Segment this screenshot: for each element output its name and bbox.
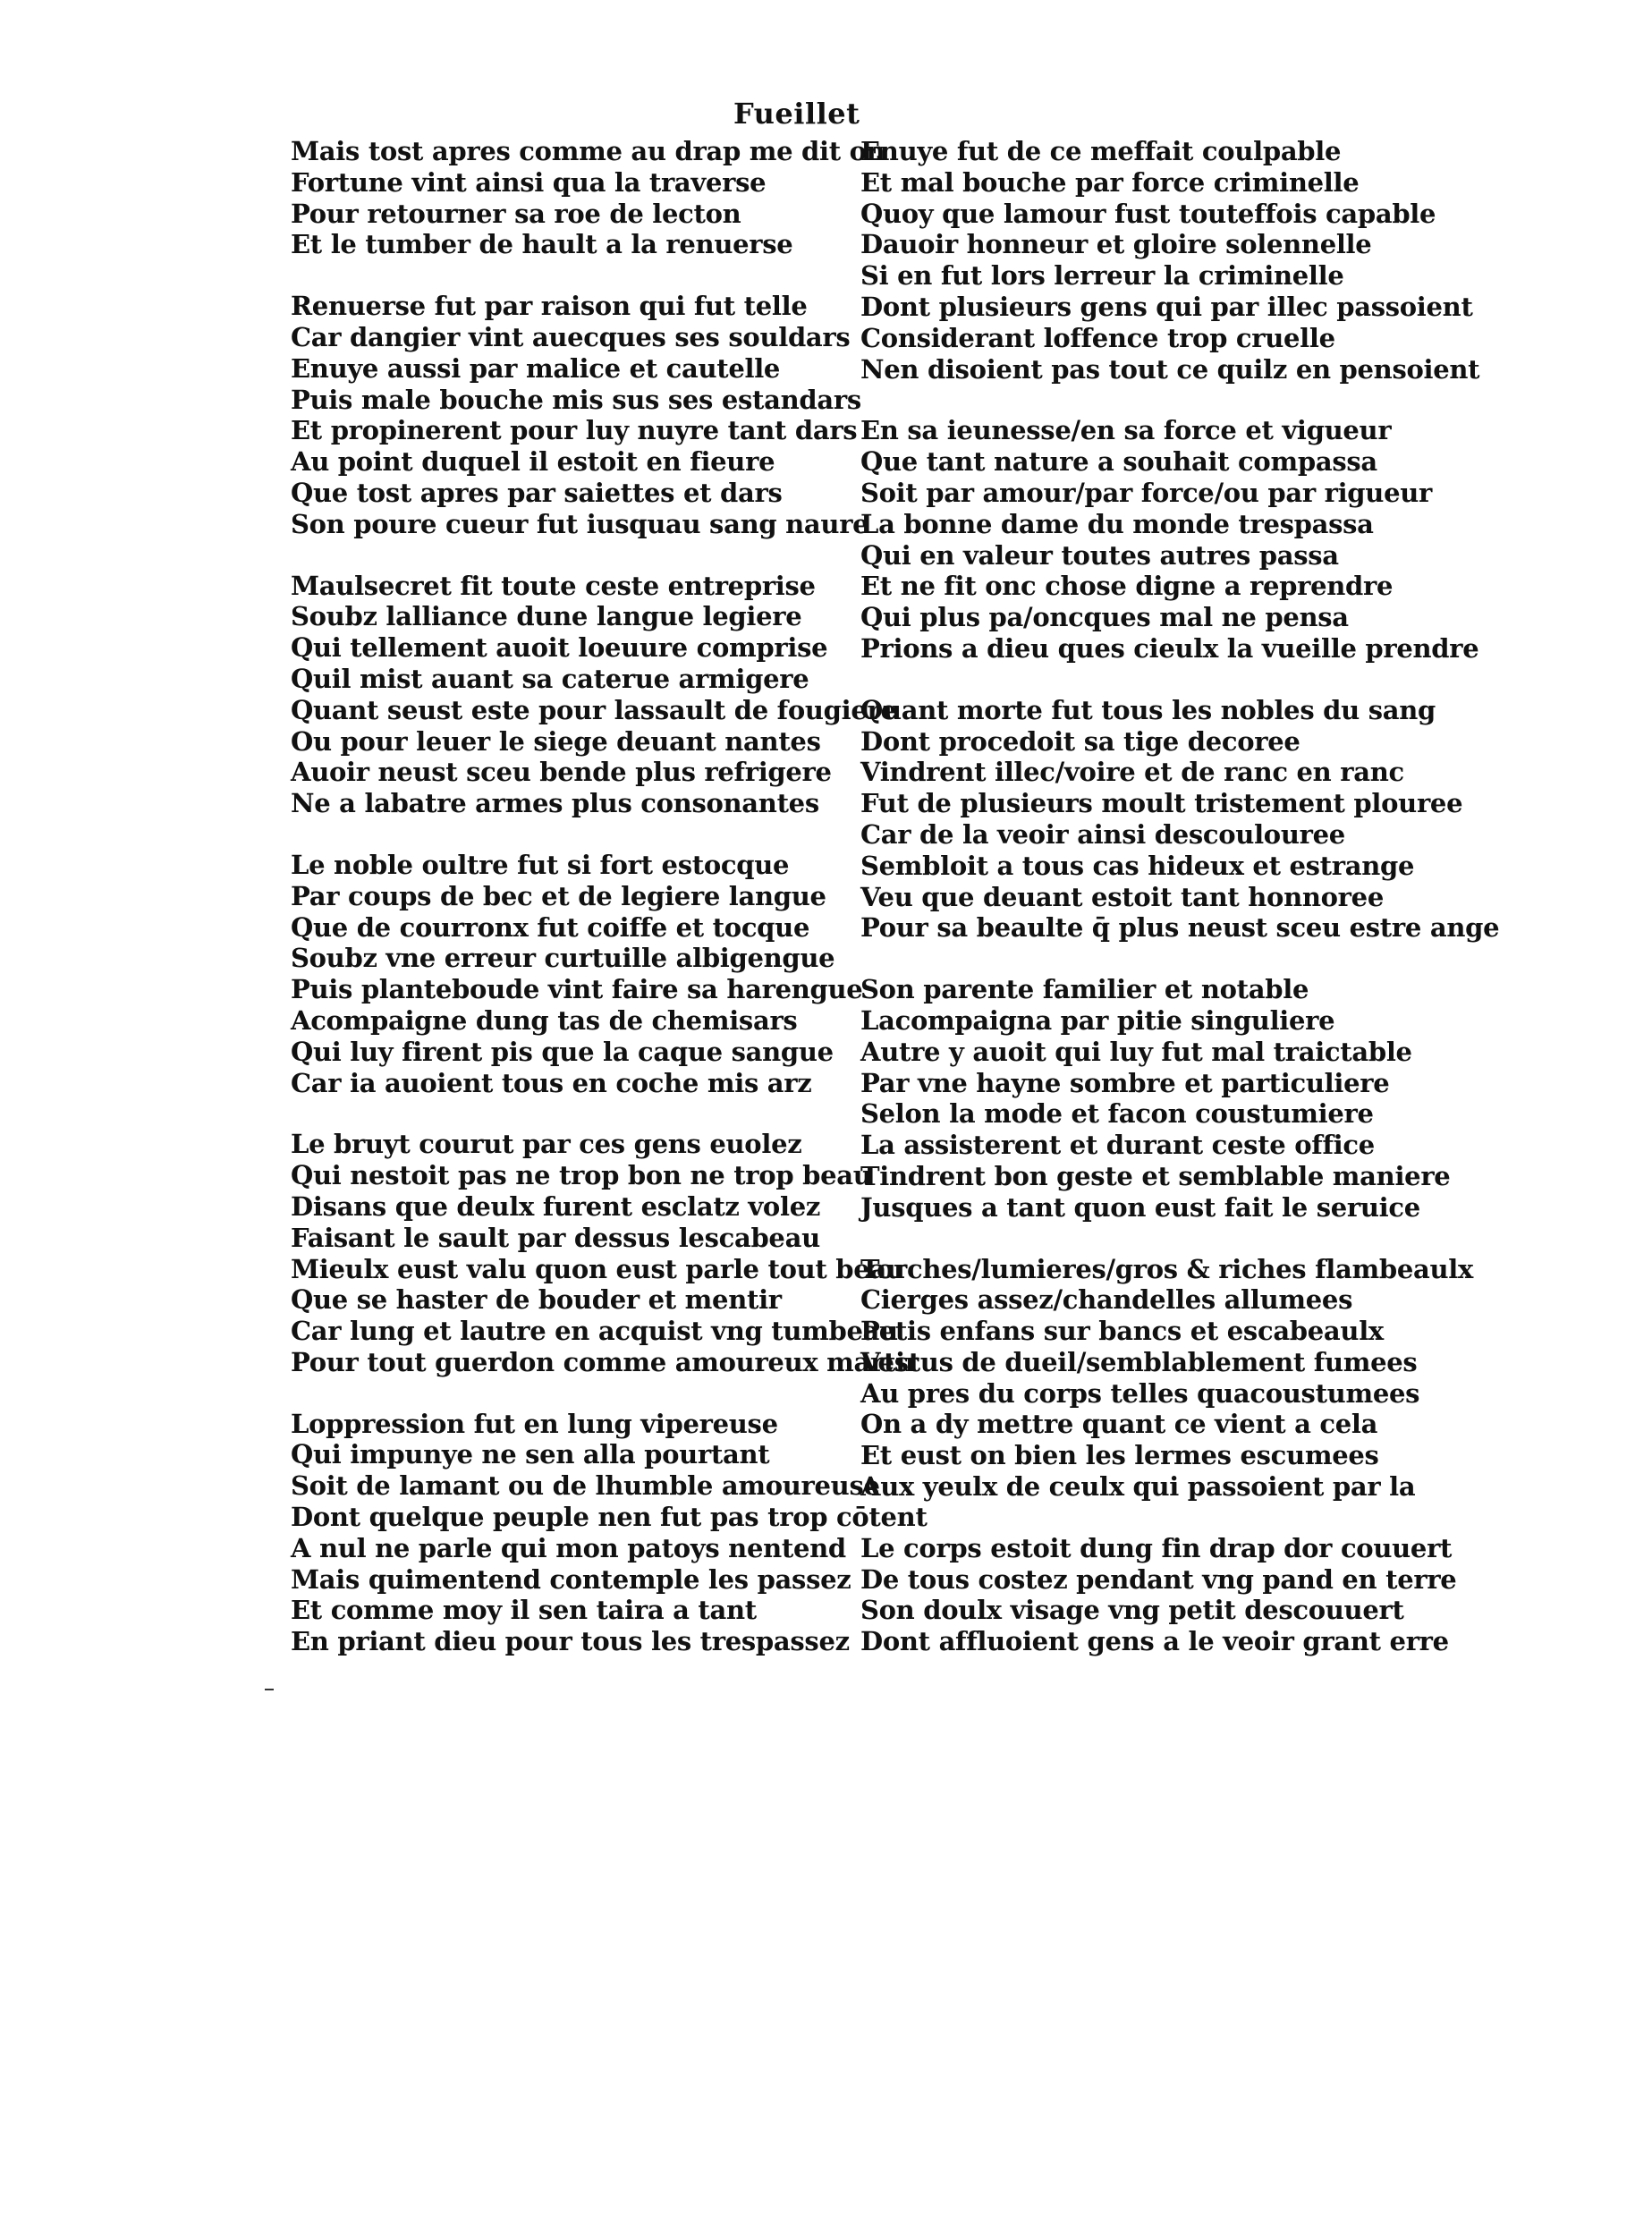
verse-line: Au point duquel il estoit en fieure xyxy=(291,446,775,478)
verse-line: Lacompaigna par pitie singuliere xyxy=(860,1004,1335,1036)
stanza xyxy=(860,136,1478,385)
margin-mark xyxy=(265,1689,274,1690)
verse-line: Selon la mode et facon coustumiere xyxy=(860,1098,1374,1130)
verse-line: Pour sa beaulte q̄ plus neust sceu estre ange xyxy=(860,912,1500,944)
verse-line: On a dy mettre quant ce vient a cela xyxy=(860,1409,1378,1440)
verse-line: Et ne fit onc chose digne a reprendre xyxy=(860,571,1394,602)
verse-line: Ou pour leuer le siege deuant nantes xyxy=(291,725,821,757)
verse-line: Ne a labatre armes plus consonantes xyxy=(291,788,819,819)
verse-line: Quoy que lamour fust touteffois capable xyxy=(860,198,1436,229)
verse-line: Si en fut lors lerreur la criminelle xyxy=(860,260,1344,292)
verse-line: Que se haster de bouder et mentir xyxy=(291,1284,782,1316)
verse-line: Quant seust este pour lassault de fougiere xyxy=(291,694,897,725)
verse-line: Que tant nature a souhait compassa xyxy=(860,446,1377,478)
verse-line: Qui en valeur toutes autres passa xyxy=(860,539,1339,571)
verse-line: De tous costez pendant vng pand en terre xyxy=(860,1563,1457,1595)
verse-line: Et propinerent pour luy nuyre tant dars xyxy=(291,415,858,446)
verse-line: Vindrent illec/voire et de ranc en ranc xyxy=(860,757,1404,788)
verse-line: Dont plusieurs gens qui par illec passoient xyxy=(860,291,1473,322)
verse-line: A nul ne parle qui mon patoys nentend xyxy=(291,1532,846,1563)
stanza xyxy=(860,694,1500,944)
verse-line: Maulsecret fit toute ceste entreprise xyxy=(291,570,816,601)
verse-line: Renuerse fut par raison qui fut telle xyxy=(291,291,808,322)
verse-line: Dont quelque peuple nen fut pas trop cōtent xyxy=(291,1502,928,1533)
verse-line: Car de la veoir ainsi descoulouree xyxy=(860,818,1345,850)
verse-line: Son doulx visage vng petit descouuert xyxy=(860,1595,1404,1626)
stanza xyxy=(291,850,908,1098)
verse-line: Et le tumber de hault a la renuerse xyxy=(291,229,793,260)
verse-line: Soit de lamant ou de lhumble amoureuse xyxy=(291,1470,880,1502)
verse-line: Qui tellement auoit loeuure comprise xyxy=(291,632,828,664)
verse-line: En sa ieunesse/en sa force et vigueur xyxy=(860,415,1392,446)
verse-line: Mais quimentend contemple les passez xyxy=(291,1563,851,1595)
verse-line: Enuye fut de ce meffait coulpable xyxy=(860,136,1342,166)
verse-line: Soubz lalliance dune langue legiere xyxy=(291,601,802,632)
verse-line: Loppression fut en lung vipereuse xyxy=(291,1408,778,1439)
verse-line: En priant dieu pour tous les trespassez xyxy=(291,1626,850,1657)
verse-line: Pour tout guerdon comme amoureux martir xyxy=(291,1346,919,1377)
verse-line: Cierges assez/chandelles allumees xyxy=(860,1284,1353,1316)
verse-line: Dauoir honneur et gloire solennelle xyxy=(860,229,1372,260)
stanza xyxy=(860,1254,1478,1503)
verse-line: Et comme moy il sen taira a tant xyxy=(291,1595,757,1626)
verse-line: Par coups de bec et de legiere langue xyxy=(291,880,826,911)
verse-line: Son poure cueur fut iusquau sang naure xyxy=(291,508,869,539)
folio-header: Fueillet xyxy=(733,97,860,131)
verse-line: Pour retourner sa roe de lecton xyxy=(291,198,741,229)
verse-line: Car lung et lautre en acquist vng tumbeau xyxy=(291,1316,898,1347)
left-column xyxy=(291,136,928,1688)
verse-line: Soubz vne erreur curtuille albigengue xyxy=(291,943,835,974)
verse-line: Enuye aussi par malice et cautelle xyxy=(291,352,781,384)
verse-line: Fortune vint ainsi qua la traverse xyxy=(291,166,767,198)
stanza xyxy=(291,1408,928,1657)
verse-line: Dont affluoient gens a le veoir grant erre xyxy=(860,1626,1449,1657)
verse-line: Tindrent bon geste et semblable maniere xyxy=(860,1160,1451,1191)
verse-line: Vestus de dueil/semblablement fumees xyxy=(860,1346,1418,1377)
verse-line: Autre y auoit qui luy fut mal traictable xyxy=(860,1036,1412,1067)
verse-line: Mieulx eust valu quon eust parle tout beau xyxy=(291,1253,905,1284)
verse-line: Et eust on bien les lermes escumees xyxy=(860,1440,1379,1471)
verse-line: La assisterent et durant ceste office xyxy=(860,1130,1375,1161)
verse-line: Le noble oultre fut si fort estocque xyxy=(291,849,790,880)
verse-line: Puis planteboude vint faire sa harengue xyxy=(291,974,863,1005)
verse-line: Que de courronx fut coiffe et tocque xyxy=(291,911,810,943)
verse-line: Que tost apres par saiettes et dars xyxy=(291,477,783,508)
verse-line: Sembloit a tous cas hideux et estrange xyxy=(860,850,1415,881)
verse-line: Au pres du corps telles quacoustumees xyxy=(860,1377,1420,1409)
stanza xyxy=(291,1129,919,1377)
verse-line: Soit par amour/par force/ou par rigueur xyxy=(860,477,1432,508)
verse-line: Prions a dieu ques cieulx la vueille prendre xyxy=(860,632,1479,664)
stanza xyxy=(291,136,908,260)
verse-line: Aux yeulx de ceulx qui passoient par la xyxy=(860,1471,1416,1503)
stanza xyxy=(860,1533,1478,1657)
verse-line: Le bruyt courut par ces gens euolez xyxy=(291,1129,802,1160)
stanza xyxy=(291,291,908,539)
verse-line: Nen disoient pas tout ce quilz en pensoient xyxy=(860,353,1480,385)
stanza xyxy=(860,974,1478,1223)
verse-line: Jusques a tant quon eust fait le seruice xyxy=(860,1191,1420,1223)
verse-line: Auoir neust sceu bende plus refrigere xyxy=(291,757,832,788)
verse-line: Dont procedoit sa tige decoree xyxy=(860,725,1300,757)
right-column xyxy=(860,136,1500,1688)
verse-line: Disans que deulx furent esclatz volez xyxy=(291,1190,821,1222)
verse-line: Torches/lumieres/gros & riches flambeaulx xyxy=(860,1253,1473,1284)
verse-line: Mais tost apres comme au drap me dit on xyxy=(291,136,885,166)
verse-line: La bonne dame du monde trespassa xyxy=(860,508,1374,539)
verse-line: Fut de plusieurs moult tristement plouree xyxy=(860,788,1463,819)
verse-line: Veu que deuant estoit tant honnoree xyxy=(860,881,1384,912)
verse-line: Petis enfans sur bancs et escabeaulx xyxy=(860,1316,1384,1347)
verse-line: Acompaigne dung tas de chemisars xyxy=(291,1004,798,1036)
verse-line: Son parente familier et notable xyxy=(860,974,1309,1005)
verse-line: Car ia auoient tous en coche mis arz xyxy=(291,1067,812,1098)
verse-line: Qui nestoit pas ne trop bon ne trop beau xyxy=(291,1160,872,1191)
verse-line: Qui plus pa/oncques mal ne pensa xyxy=(860,602,1349,633)
verse-line: Considerant loffence trop cruelle xyxy=(860,322,1335,353)
verse-line: Et mal bouche par force criminelle xyxy=(860,166,1360,198)
verse-line: Puis male bouche mis sus ses estandars xyxy=(291,384,861,415)
verse-line: Car dangier vint auecques ses souldars xyxy=(291,321,851,352)
verse-line: Par vne hayne sombre et particuliere xyxy=(860,1067,1390,1098)
verse-line: Faisant le sault par dessus lescabeau xyxy=(291,1222,820,1253)
verse-line: Qui impunye ne sen alla pourtant xyxy=(291,1439,770,1470)
verse-line: Le corps estoit dung fin drap dor couuert xyxy=(860,1532,1453,1563)
verse-line: Qui luy firent pis que la caque sangue xyxy=(291,1036,834,1067)
verse-line: Quant morte fut tous les nobles du sang xyxy=(860,694,1436,725)
stanza xyxy=(860,415,1478,664)
stanza xyxy=(291,571,908,819)
verse-line: Quil mist auant sa caterue armigere xyxy=(291,663,809,694)
